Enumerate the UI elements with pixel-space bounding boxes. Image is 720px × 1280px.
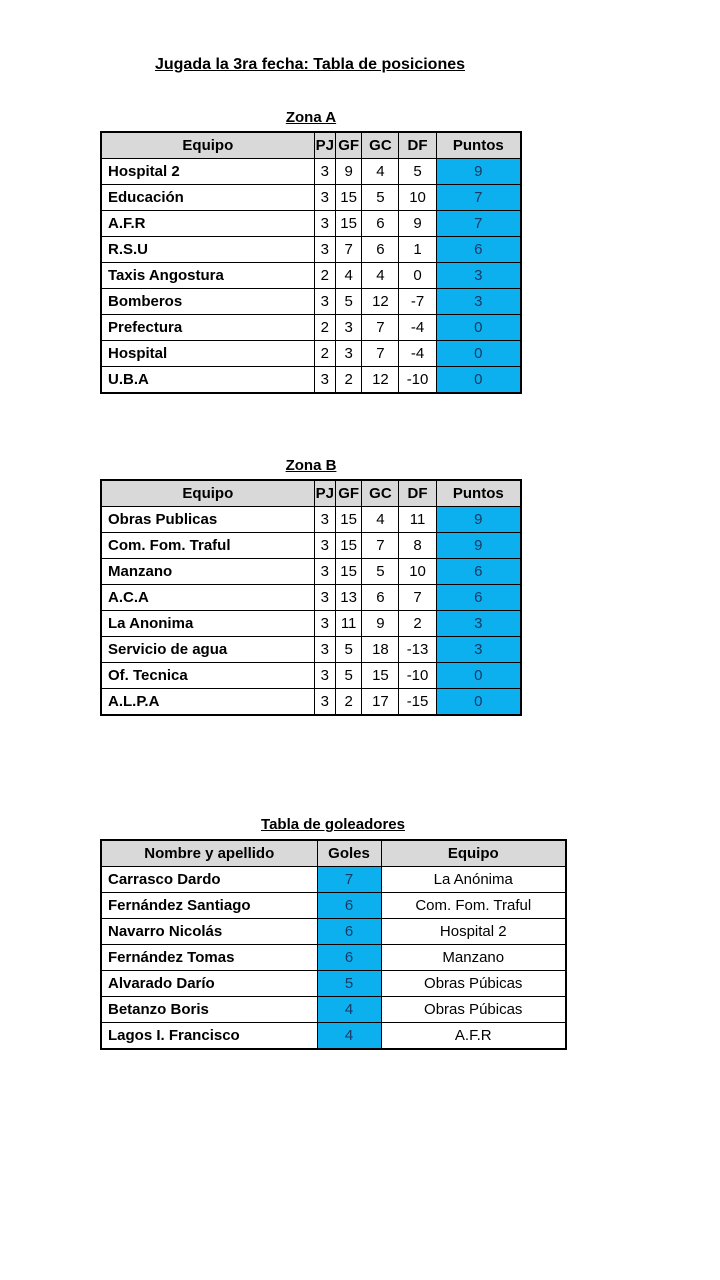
- pj-cell: 3: [314, 637, 335, 663]
- gc-cell: 4: [362, 159, 399, 185]
- pj-cell: 3: [314, 159, 335, 185]
- gf-cell: 13: [335, 585, 362, 611]
- page-title: Jugada la 3ra fecha: Tabla de posiciones: [154, 56, 466, 73]
- df-cell: 1: [399, 237, 436, 263]
- gf-cell: 3: [335, 315, 362, 341]
- pj-cell: 3: [314, 211, 335, 237]
- df-cell: -10: [399, 367, 436, 394]
- col-header-equipo: Equipo: [101, 132, 314, 159]
- player-name-cell: Betanzo Boris: [101, 997, 317, 1023]
- team-name-cell: R.S.U: [101, 237, 314, 263]
- pj-cell: 2: [314, 263, 335, 289]
- points-cell: 6: [436, 585, 521, 611]
- team-name-cell: A.L.P.A: [101, 689, 314, 716]
- gc-cell: 5: [362, 185, 399, 211]
- table-row: [101, 611, 521, 637]
- pj-cell: 3: [314, 585, 335, 611]
- col-header-nombre: Nombre y apellido: [101, 840, 317, 867]
- table-row: [101, 533, 521, 559]
- points-cell: 9: [436, 507, 521, 533]
- player-team-cell: Obras Púbicas: [381, 997, 566, 1023]
- points-cell: 9: [436, 159, 521, 185]
- player-team-cell: Obras Púbicas: [381, 971, 566, 997]
- table-row: [101, 315, 521, 341]
- df-cell: -4: [399, 341, 436, 367]
- player-name-cell: Navarro Nicolás: [101, 919, 317, 945]
- points-cell: 0: [436, 689, 521, 716]
- team-name-cell: U.B.A: [101, 367, 314, 394]
- team-name-cell: Hospital: [101, 341, 314, 367]
- gc-cell: 4: [362, 263, 399, 289]
- col-header-equipo: Equipo: [101, 480, 314, 507]
- points-cell: 0: [436, 315, 521, 341]
- col-header-equipo: Equipo: [381, 840, 566, 867]
- col-header-df: DF: [399, 480, 436, 507]
- points-cell: 0: [436, 663, 521, 689]
- col-header-puntos: Puntos: [436, 480, 521, 507]
- team-name-cell: Of. Tecnica: [101, 663, 314, 689]
- team-name-cell: A.F.R: [101, 211, 314, 237]
- gc-cell: 12: [362, 367, 399, 394]
- table-row: [101, 637, 521, 663]
- player-team-cell: La Anónima: [381, 867, 566, 893]
- gc-cell: 15: [362, 663, 399, 689]
- table-row: [101, 237, 521, 263]
- gc-cell: 7: [362, 341, 399, 367]
- team-name-cell: Bomberos: [101, 289, 314, 315]
- gf-cell: 15: [335, 533, 362, 559]
- team-name-cell: Servicio de agua: [101, 637, 314, 663]
- team-name-cell: Hospital 2: [101, 159, 314, 185]
- table-row: [101, 971, 566, 997]
- zona-a-table: [100, 131, 522, 394]
- col-header-goles: Goles: [317, 840, 381, 867]
- team-name-cell: Obras Publicas: [101, 507, 314, 533]
- goals-cell: 5: [317, 971, 381, 997]
- team-name-cell: La Anonima: [101, 611, 314, 637]
- gf-cell: 2: [335, 689, 362, 716]
- col-header-pj: PJ: [314, 480, 335, 507]
- col-header-pj: PJ: [314, 132, 335, 159]
- gf-cell: 11: [335, 611, 362, 637]
- team-name-cell: Educación: [101, 185, 314, 211]
- points-cell: 7: [436, 185, 521, 211]
- gc-cell: 9: [362, 611, 399, 637]
- pj-cell: 3: [314, 367, 335, 394]
- df-cell: -13: [399, 637, 436, 663]
- table-row: [101, 893, 566, 919]
- gc-cell: 4: [362, 507, 399, 533]
- table-row: [101, 1023, 566, 1050]
- df-cell: -10: [399, 663, 436, 689]
- pj-cell: 2: [314, 341, 335, 367]
- table-row: [101, 507, 521, 533]
- points-cell: 3: [436, 289, 521, 315]
- gf-cell: 5: [335, 663, 362, 689]
- player-name-cell: Lagos I. Francisco: [101, 1023, 317, 1050]
- player-name-cell: Fernández Santiago: [101, 893, 317, 919]
- table-header-row: [101, 480, 521, 507]
- table-row: [101, 919, 566, 945]
- gc-cell: 5: [362, 559, 399, 585]
- pj-cell: 3: [314, 663, 335, 689]
- table-row: [101, 185, 521, 211]
- table-row: [101, 367, 521, 394]
- pj-cell: 3: [314, 533, 335, 559]
- gf-cell: 15: [335, 559, 362, 585]
- goals-cell: 6: [317, 893, 381, 919]
- gc-cell: 17: [362, 689, 399, 716]
- col-header-df: DF: [399, 132, 436, 159]
- zona-a-caption: Zona A: [285, 109, 337, 126]
- player-team-cell: Manzano: [381, 945, 566, 971]
- gc-cell: 12: [362, 289, 399, 315]
- df-cell: 5: [399, 159, 436, 185]
- pj-cell: 3: [314, 185, 335, 211]
- points-cell: 3: [436, 263, 521, 289]
- df-cell: 9: [399, 211, 436, 237]
- table-row: [101, 289, 521, 315]
- table-row: [101, 689, 521, 716]
- table-header-row: [101, 840, 566, 867]
- player-team-cell: A.F.R: [381, 1023, 566, 1050]
- df-cell: -15: [399, 689, 436, 716]
- player-name-cell: Carrasco Dardo: [101, 867, 317, 893]
- points-cell: 6: [436, 559, 521, 585]
- zona-b-caption: Zona B: [285, 457, 337, 474]
- col-header-gf: GF: [335, 132, 362, 159]
- col-header-gc: GC: [362, 480, 399, 507]
- points-cell: 0: [436, 367, 521, 394]
- df-cell: 11: [399, 507, 436, 533]
- goals-cell: 6: [317, 945, 381, 971]
- gf-cell: 15: [335, 507, 362, 533]
- points-cell: 6: [436, 237, 521, 263]
- df-cell: 10: [399, 559, 436, 585]
- df-cell: 2: [399, 611, 436, 637]
- team-name-cell: Prefectura: [101, 315, 314, 341]
- table-row: [101, 997, 566, 1023]
- pj-cell: 3: [314, 611, 335, 637]
- df-cell: -7: [399, 289, 436, 315]
- df-cell: 7: [399, 585, 436, 611]
- gc-cell: 6: [362, 237, 399, 263]
- table-row: [101, 341, 521, 367]
- pj-cell: 3: [314, 237, 335, 263]
- table-row: [101, 211, 521, 237]
- pj-cell: 3: [314, 559, 335, 585]
- df-cell: 10: [399, 185, 436, 211]
- gf-cell: 9: [335, 159, 362, 185]
- table-row: [101, 663, 521, 689]
- points-cell: 7: [436, 211, 521, 237]
- gc-cell: 6: [362, 585, 399, 611]
- goals-cell: 4: [317, 997, 381, 1023]
- table-row: [101, 559, 521, 585]
- goleadores-table: [100, 839, 567, 1050]
- gc-cell: 6: [362, 211, 399, 237]
- team-name-cell: Taxis Angostura: [101, 263, 314, 289]
- team-name-cell: A.C.A: [101, 585, 314, 611]
- points-cell: 3: [436, 637, 521, 663]
- points-cell: 9: [436, 533, 521, 559]
- player-team-cell: Hospital 2: [381, 919, 566, 945]
- gf-cell: 15: [335, 211, 362, 237]
- col-header-gf: GF: [335, 480, 362, 507]
- team-name-cell: Com. Fom. Traful: [101, 533, 314, 559]
- gf-cell: 4: [335, 263, 362, 289]
- table-row: [101, 585, 521, 611]
- pj-cell: 3: [314, 289, 335, 315]
- gc-cell: 7: [362, 533, 399, 559]
- df-cell: -4: [399, 315, 436, 341]
- gf-cell: 3: [335, 341, 362, 367]
- pj-cell: 3: [314, 689, 335, 716]
- player-name-cell: Fernández Tomas: [101, 945, 317, 971]
- table-header-row: [101, 132, 521, 159]
- table-row: [101, 159, 521, 185]
- goals-cell: 6: [317, 919, 381, 945]
- pj-cell: 2: [314, 315, 335, 341]
- col-header-puntos: Puntos: [436, 132, 521, 159]
- team-name-cell: Manzano: [101, 559, 314, 585]
- zona-b-table: [100, 479, 522, 716]
- points-cell: 0: [436, 341, 521, 367]
- gf-cell: 5: [335, 289, 362, 315]
- df-cell: 8: [399, 533, 436, 559]
- player-name-cell: Alvarado Darío: [101, 971, 317, 997]
- gf-cell: 2: [335, 367, 362, 394]
- table-row: [101, 867, 566, 893]
- df-cell: 0: [399, 263, 436, 289]
- pj-cell: 3: [314, 507, 335, 533]
- gc-cell: 7: [362, 315, 399, 341]
- goals-cell: 4: [317, 1023, 381, 1050]
- table-row: [101, 263, 521, 289]
- gc-cell: 18: [362, 637, 399, 663]
- gf-cell: 5: [335, 637, 362, 663]
- player-team-cell: Com. Fom. Traful: [381, 893, 566, 919]
- col-header-gc: GC: [362, 132, 399, 159]
- gf-cell: 7: [335, 237, 362, 263]
- table-row: [101, 945, 566, 971]
- goals-cell: 7: [317, 867, 381, 893]
- points-cell: 3: [436, 611, 521, 637]
- goleadores-caption: Tabla de goleadores: [261, 816, 405, 833]
- gf-cell: 15: [335, 185, 362, 211]
